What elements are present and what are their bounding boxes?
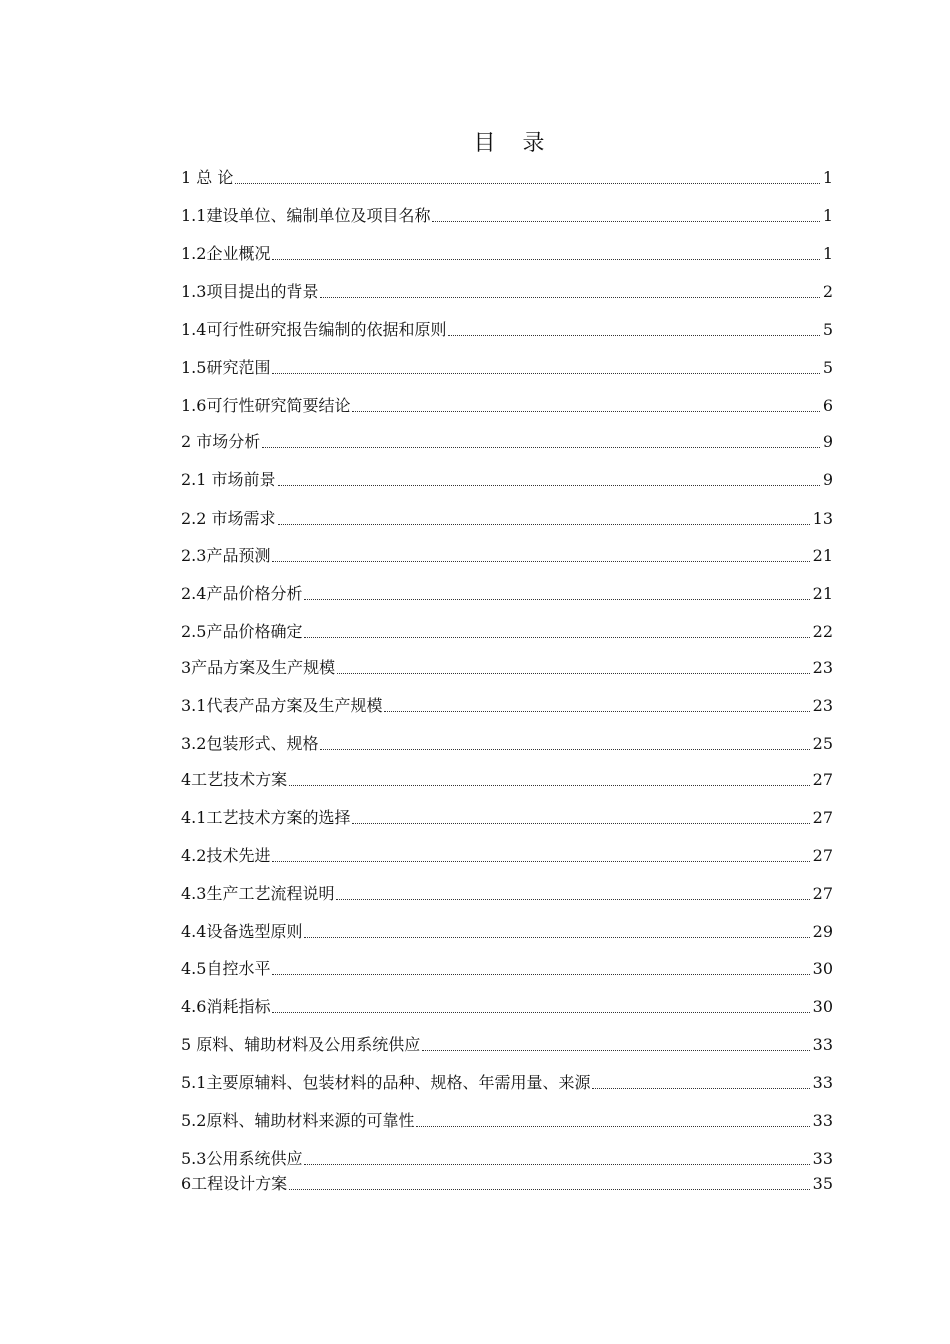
- toc-entry[interactable]: [181, 316, 833, 340]
- toc-entry-label: 3.2包装形式、规格: [181, 734, 319, 753]
- toc-dot-leader: [352, 822, 809, 824]
- toc-entry-page: 9: [822, 432, 833, 451]
- toc-dot-leader: [278, 484, 820, 486]
- toc-entry-label: 2.5产品价格确定: [181, 622, 303, 641]
- toc-entry[interactable]: [181, 1145, 833, 1169]
- toc-dot-leader: [336, 898, 809, 900]
- toc-entry[interactable]: [181, 1069, 833, 1093]
- toc-dot-leader: [272, 1011, 809, 1013]
- toc-entry-label: 4.6消耗指标: [181, 997, 271, 1016]
- toc-entry[interactable]: [181, 542, 833, 566]
- toc-dot-leader: [262, 446, 820, 448]
- toc-dot-leader: [272, 372, 819, 374]
- toc-entry-page: 30: [812, 997, 833, 1016]
- toc-entry[interactable]: [181, 993, 833, 1017]
- toc-entry[interactable]: [181, 766, 833, 790]
- toc-dot-leader: [304, 598, 809, 600]
- toc-entry[interactable]: [181, 1170, 833, 1194]
- toc-entry-page: 13: [812, 509, 833, 528]
- toc-entry-page: 33: [812, 1111, 833, 1130]
- toc-dot-leader: [320, 748, 809, 750]
- toc-dot-leader: [272, 860, 809, 862]
- toc-entry[interactable]: [181, 164, 833, 188]
- toc-entry-label: 1.6可行性研究简要结论: [181, 396, 351, 415]
- toc-entry-page: 1: [822, 168, 833, 187]
- toc-entry-page: 22: [812, 622, 833, 641]
- toc-entry-label: 5.3公用系统供应: [181, 1149, 303, 1168]
- toc-entry-label: 1.4可行性研究报告编制的依据和原则: [181, 320, 447, 339]
- toc-entry-label: 1.2企业概况: [181, 244, 271, 263]
- toc-entry[interactable]: [181, 202, 833, 226]
- toc-dot-leader: [352, 410, 819, 412]
- toc-entry[interactable]: [181, 505, 833, 529]
- toc-dot-leader: [592, 1087, 809, 1089]
- toc-entry[interactable]: [181, 240, 833, 264]
- toc-dot-leader: [304, 636, 809, 638]
- toc-entry-page: 33: [812, 1035, 833, 1054]
- toc-entry[interactable]: [181, 804, 833, 828]
- toc-dot-leader: [235, 182, 819, 184]
- toc-dot-leader: [304, 936, 809, 938]
- toc-entry-page: 27: [812, 846, 833, 865]
- toc-entry-label: 3产品方案及生产规模: [181, 658, 336, 677]
- toc-entry[interactable]: [181, 278, 833, 302]
- toc-entry-page: 30: [812, 959, 833, 978]
- toc-entry-label: 4.2技术先进: [181, 846, 271, 865]
- toc-entry[interactable]: [181, 1107, 833, 1131]
- toc-entry-label: 1.1建设单位、编制单位及项目名称: [181, 206, 431, 225]
- toc-dot-leader: [304, 1163, 809, 1165]
- toc-entry-label: 2.2 市场需求: [181, 509, 276, 528]
- toc-dot-leader: [289, 784, 809, 786]
- toc-entry-page: 27: [812, 808, 833, 827]
- toc-entry-page: 33: [812, 1073, 833, 1092]
- toc-entry-page: 33: [812, 1149, 833, 1168]
- toc-dot-leader: [384, 710, 809, 712]
- toc-entry-page: 29: [812, 922, 833, 941]
- toc-entry[interactable]: [181, 730, 833, 754]
- toc-entry[interactable]: [181, 955, 833, 979]
- toc-entry-label: 2.4产品价格分析: [181, 584, 303, 603]
- toc-dot-leader: [272, 258, 819, 260]
- toc-entry-page: 27: [812, 884, 833, 903]
- toc-dot-leader: [320, 296, 819, 298]
- toc-entry-page: 23: [812, 658, 833, 677]
- toc-entry-page: 9: [822, 470, 833, 489]
- toc-entry-page: 2: [822, 282, 833, 301]
- toc-dot-leader: [422, 1049, 809, 1051]
- toc-entry-label: 3.1代表产品方案及生产规模: [181, 696, 383, 715]
- toc-entry[interactable]: [181, 392, 833, 416]
- toc-entry[interactable]: [181, 428, 833, 452]
- toc-entry-page: 21: [812, 584, 833, 603]
- toc-entry-label: 1.3项目提出的背景: [181, 282, 319, 301]
- toc-entry-label: 1 总 论: [181, 168, 234, 187]
- toc-dot-leader: [278, 523, 810, 525]
- toc-entry[interactable]: [181, 466, 833, 490]
- toc-dot-leader: [416, 1125, 809, 1127]
- toc-entry[interactable]: [181, 618, 833, 642]
- toc-entry-page: 5: [822, 358, 833, 377]
- toc-dot-leader: [272, 560, 809, 562]
- toc-entry-label: 5 原料、辅助材料及公用系统供应: [181, 1035, 421, 1054]
- toc-entry-label: 5.2原料、辅助材料来源的可靠性: [181, 1111, 415, 1130]
- toc-entry-page: 6: [822, 396, 833, 415]
- toc-entry-label: 2.1 市场前景: [181, 470, 276, 489]
- toc-entry-label: 4.5自控水平: [181, 959, 271, 978]
- toc-entry-page: 5: [822, 320, 833, 339]
- toc-entry-label: 5.1主要原辅料、包装材料的品种、规格、年需用量、来源: [181, 1073, 591, 1092]
- toc-entry-page: 27: [812, 770, 833, 789]
- toc-dot-leader: [432, 220, 819, 222]
- toc-entry-label: 2 市场分析: [181, 432, 261, 451]
- toc-entry[interactable]: [181, 918, 833, 942]
- toc-entry-label: 4.1工艺技术方案的选择: [181, 808, 351, 827]
- toc-dot-leader: [272, 973, 809, 975]
- toc-entry-label: 6工程设计方案: [181, 1174, 288, 1193]
- toc-entry[interactable]: [181, 842, 833, 866]
- toc-entry-label: 4.4设备选型原则: [181, 922, 303, 941]
- toc-dot-leader: [337, 672, 809, 674]
- toc-entry-page: 35: [812, 1174, 833, 1193]
- toc-dot-leader: [289, 1188, 809, 1190]
- toc-entry-page: 23: [812, 696, 833, 715]
- toc-entry[interactable]: [181, 580, 833, 604]
- page-title: 目 录: [473, 131, 555, 156]
- toc-entry[interactable]: [181, 654, 833, 678]
- toc-entry-label: 1.5研究范围: [181, 358, 271, 377]
- toc-entry-page: 21: [812, 546, 833, 565]
- toc-entry-page: 1: [822, 206, 833, 225]
- toc-entry-page: 25: [812, 734, 833, 753]
- toc-dot-leader: [448, 334, 819, 336]
- toc-entry-page: 1: [822, 244, 833, 263]
- toc-entry[interactable]: [181, 692, 833, 716]
- toc-entry-label: 4工艺技术方案: [181, 770, 288, 789]
- toc-entry[interactable]: [181, 354, 833, 378]
- toc-entry[interactable]: [181, 1031, 833, 1055]
- toc-entry-label: 4.3生产工艺流程说明: [181, 884, 335, 903]
- toc-entry-label: 2.3产品预测: [181, 546, 271, 565]
- toc-entry[interactable]: [181, 880, 833, 904]
